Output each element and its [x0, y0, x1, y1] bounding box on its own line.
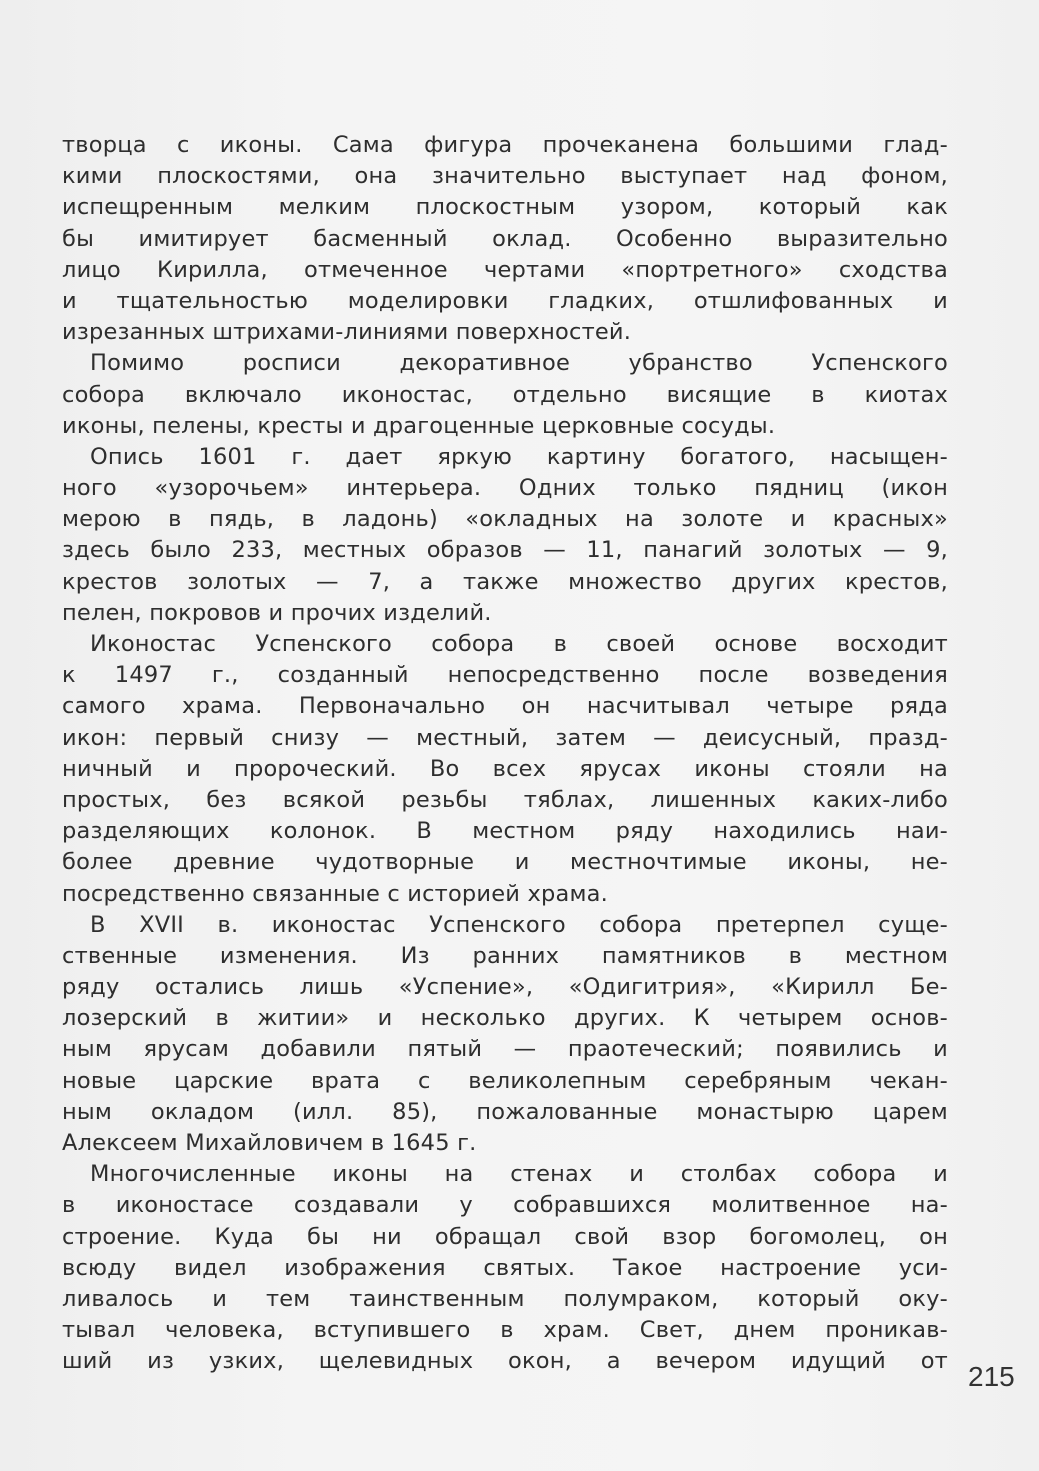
text-line: ным окладом (илл. 85), пожалованные монастырю царем	[62, 1098, 948, 1125]
text-line: ного «узорочьем» интерьера. Одних только пядниц (икон	[62, 475, 948, 502]
text-line: Опись 1601 г. дает яркую картину богатого, насыщен-	[90, 443, 948, 470]
text-line: Иконостас Успенского собора в своей основе восходит	[90, 631, 948, 657]
paragraph	[62, 1159, 948, 1377]
text-line: кими плоскостями, она значительно выступает над фоном,	[62, 163, 948, 190]
text-line: строение. Куда бы ни обращал свой взор богомолец, он	[62, 1223, 948, 1250]
text-line: икон: первый снизу — местный, затем — деисусный, празд-	[62, 724, 948, 751]
text-line: разделяющих колонок. В местном ряду находились наи-	[62, 818, 948, 845]
text-line: более древние чудотворные и местночтимые иконы, не-	[62, 849, 948, 876]
text-line: и тщательностью моделировки гладких, отшлифованных и	[62, 287, 948, 314]
text-line: крестов золотых — 7, а также множество других крестов,	[62, 568, 948, 595]
text-line: В XVII в. иконостас Успенского собора претерпел суще-	[90, 911, 948, 938]
text-line: лозерский в житии» и несколько других. К четырем основ-	[62, 1005, 948, 1032]
text-line: ным ярусам добавили пятый — праотеческий; появились и	[62, 1036, 948, 1063]
page-body	[62, 130, 948, 1378]
text-line: ственные изменения. Из ранних памятников в местном	[62, 942, 948, 969]
text-line: пелен, покровов и прочих изделий.	[62, 599, 492, 626]
text-line: Многочисленные иконы на стенах и столбах собора и	[90, 1161, 948, 1188]
text-line: собора включало иконостас, отдельно висящие в киотах	[62, 381, 948, 408]
text-line: бы имитирует басменный оклад. Особенно выразительно	[62, 225, 948, 252]
text-line: ряду остались лишь «Успение», «Одигитрия», «Кирилл Бе-	[62, 974, 948, 1001]
text-line: здесь было 233, местных образов — 11, панагий золотых — 9,	[62, 537, 948, 564]
text-line: посредственно связанные с историей храма.	[62, 880, 608, 907]
text-line: мерою в пядь, в ладонь) «окладных на золоте и красных»	[62, 506, 948, 533]
paragraph	[62, 130, 948, 348]
text-line: простых, без всякой резьбы тяблах, лишенных каких-либо	[62, 786, 948, 813]
text-line: изрезанных штрихами-линиями поверхностей.	[62, 319, 632, 346]
text-line: творца с иконы. Сама фигура прочеканена большими глад-	[62, 132, 948, 158]
text-line: новые царские врата с великолепным серебряным чекан-	[62, 1067, 948, 1094]
text-line: самого храма. Первоначально он насчитывал четыре ряда	[62, 693, 948, 720]
paragraph	[62, 910, 948, 1160]
text-line: ливалось и тем таинственным полумраком, который оку-	[62, 1285, 948, 1312]
page-number: 215	[968, 1361, 1015, 1392]
text-line: иконы, пелены, кресты и драгоценные церковные сосуды.	[62, 412, 776, 439]
text-line: в иконостасе создавали у собравшихся молитвенное на-	[62, 1192, 948, 1219]
text-line: Помимо росписи декоративное убранство Успенского	[90, 350, 948, 377]
paragraph	[62, 629, 948, 910]
text-line: к 1497 г., созданный непосредственно после возведения	[62, 662, 948, 689]
text-line: ший из узких, щелевидных окон, а вечером идущий от	[62, 1348, 948, 1375]
paragraph	[62, 348, 948, 442]
text-line: всюду видел изображения святых. Такое настроение уси-	[62, 1254, 948, 1281]
text-line: лицо Кирилла, отмеченное чертами «портретного» сходства	[62, 256, 948, 283]
text-line: ничный и пророческий. Во всех ярусах иконы стояли на	[62, 755, 948, 782]
text-line: Алексеем Михайловичем в 1645 г.	[62, 1130, 477, 1156]
text-line: испещренным мелким плоскостным узором, который как	[62, 194, 948, 221]
text-line: тывал человека, вступившего в храм. Свет, днем проникав-	[62, 1317, 948, 1344]
paragraph	[62, 442, 948, 629]
